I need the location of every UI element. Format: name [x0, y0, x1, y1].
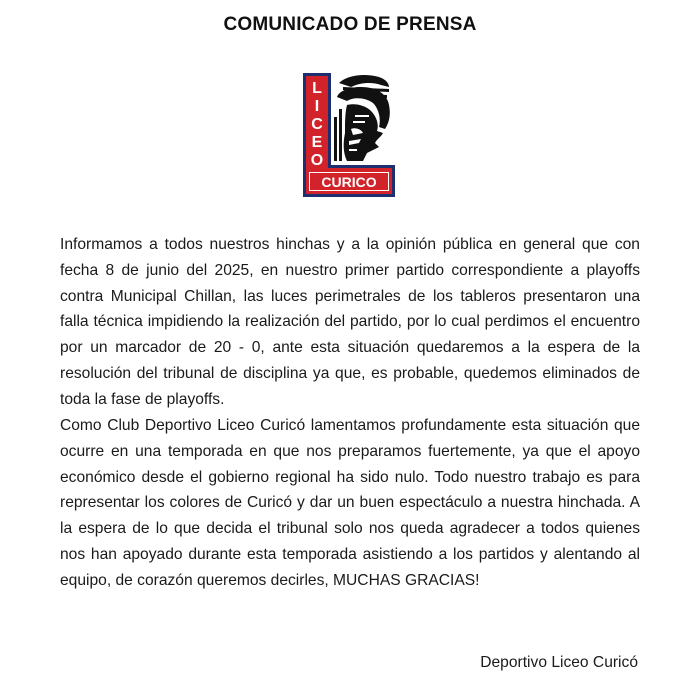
paragraph-1: Informamos a todos nuestros hinchas y a la opinión pública en general que con fecha 8 de junio del 2025, en nuestro primer partido correspondiente a playoffs contra Municipal Chillan, las luces perimetrales de los tableros presentaron una falla técnica impidiendo la realización del partido, por lo cual perdimos el encuentro por un marcador de 20 - 0, ante esta situación quedaremos a la espera de la resolución del tribunal de disciplina ya que, es probable, quedemos eliminados de toda la fase de playoffs.: [60, 236, 640, 408]
logo-letter: I: [314, 98, 320, 115]
press-release-title: COMUNICADO DE PRENSA: [223, 14, 477, 35]
logo-letter: C: [311, 116, 323, 133]
logo-letter: L: [312, 80, 322, 97]
club-logo: [303, 73, 395, 197]
logo-bottom-text: CURICO: [321, 174, 377, 190]
logo-letter: O: [310, 152, 324, 169]
liceo-curico-crest-icon: [303, 73, 395, 197]
logo-letter: E: [311, 134, 323, 151]
paragraph-2: Como Club Deportivo Liceo Curicó lamentamos profundamente esta situación que ocurre en una temporada en que nos preparamos fuertemente, ya que el apoyo económico desde el gobierno regional ha sido nulo. Todo nuestro trabajo es para representar los colores de Curicó y dar un buen espectáculo a nuestra hinchada. A la espera de lo que decida el tribunal solo nos queda agradecer a todos quienes nos han apoyado durante esta temporada asistiendo a los partidos y alentando al equipo, de corazón queremos decirles, MUCHAS GRACIAS!: [60, 417, 640, 589]
signature: Deportivo Liceo Curicó: [480, 654, 638, 671]
